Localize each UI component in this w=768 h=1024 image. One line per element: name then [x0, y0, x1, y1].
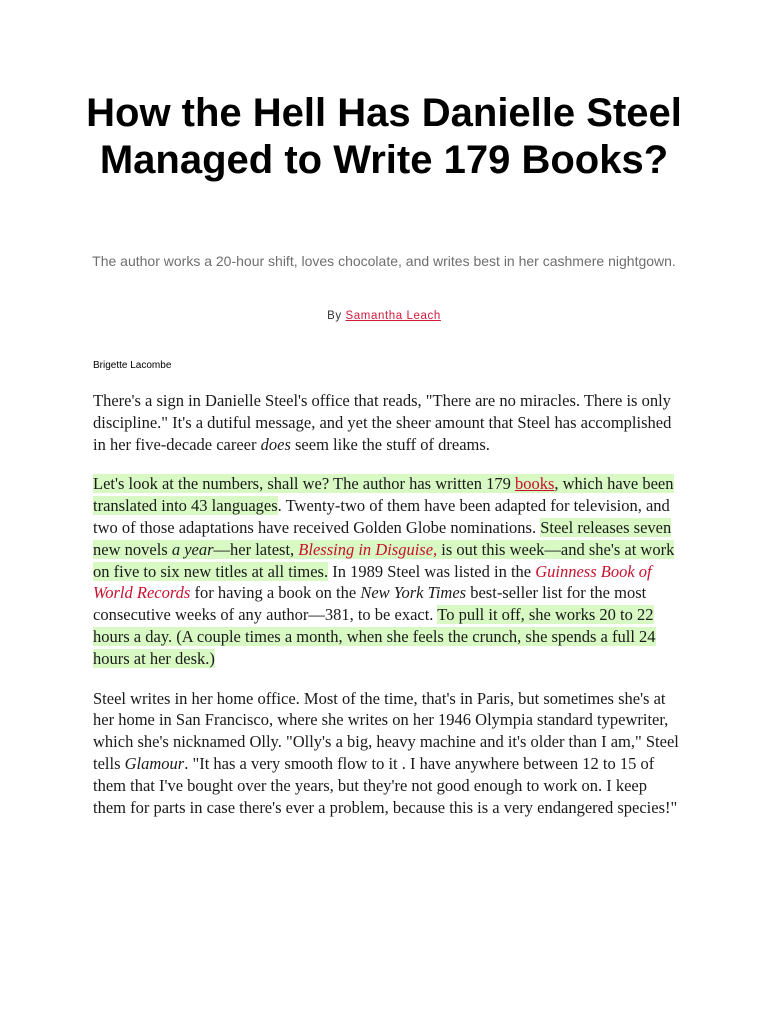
photo-credit: Brigette Lacombe	[93, 360, 172, 371]
p2-highlight-3: To pull it off, she works 20 to 22 hours a day. (A couple times a month, when she feels the crunch, she spends a full 24 hours at her desk.)	[93, 605, 656, 668]
paragraph-1	[93, 390, 683, 455]
books-link[interactable]: books	[514, 474, 555, 494]
byline-prefix: By	[327, 310, 342, 322]
p2-text-i: In 1989 Steel was listed in the	[328, 561, 536, 581]
p2-emphasis-year: a year	[171, 539, 214, 559]
p2-text-c: . Twenty-two of them have been adapted for television, and two of those adaptations have received Golden Globe nominations.	[93, 496, 670, 537]
article-body	[93, 390, 683, 836]
p1-text-c: seem like the stuff of dreams.	[290, 434, 490, 454]
p1-emphasis: does	[260, 434, 291, 454]
p3-text-a: Steel writes in her home office. Most of the time, that's in Paris, but sometimes she's at her home in San Francisco, where she writes on her 1946 Olympia standard typewriter, which she's nicknamed Olly. "Olly's a big, heavy machine and it's older than I am," Steel tells	[93, 688, 679, 773]
article-dek: The author works a 20-hour shift, loves chocolate, and writes best in her cashmere nightgown.	[92, 253, 676, 269]
article-title: How the Hell Has Danielle Steel Managed to Write 179 Books?	[86, 91, 682, 182]
p2-text-d: Steel releases seven new novels	[93, 517, 672, 559]
p1-text-a: There's a sign in Danielle Steel's office that reads, "There are no miracles. There is only discipline." It's a dutiful message, and yet the sheer amount that Steel has accomplished in her five-decade career	[93, 391, 672, 454]
p2-text-h: is out this week—and she's at work on five to six new titles at all times.	[93, 539, 675, 581]
blessing-in-disguise-link[interactable]: Blessing in Disguise,	[298, 539, 438, 559]
p2-text-a: Let's look at the numbers, shall we? The author has written 179	[93, 474, 515, 494]
p3-emphasis-glamour: Glamour	[124, 753, 185, 773]
p2-text-k: for having a book on the	[190, 583, 361, 603]
byline	[0, 310, 768, 322]
author-link[interactable]: Samantha Leach	[345, 310, 441, 322]
paragraph-2	[93, 473, 683, 669]
p2-text-f: —her latest,	[213, 539, 299, 559]
p2-text-m: best-seller list for the most consecutive weeks of any author—381, to be exact.	[93, 583, 647, 625]
paragraph-3	[93, 688, 683, 819]
p3-text-c: . "It has a very smooth flow to it . I have anywhere between 12 to 15 of them that I've bought over the years, but they're not good enough to work on. I keep them for parts in case there's ever a problem, because this is a very endangered species!"	[93, 753, 678, 817]
guinness-link[interactable]: Guinness Book of World Records	[93, 561, 652, 603]
p2-emphasis-nyt: New York Times	[360, 583, 467, 603]
p2-text-b: , which have been translated into 43 languages	[93, 474, 674, 516]
